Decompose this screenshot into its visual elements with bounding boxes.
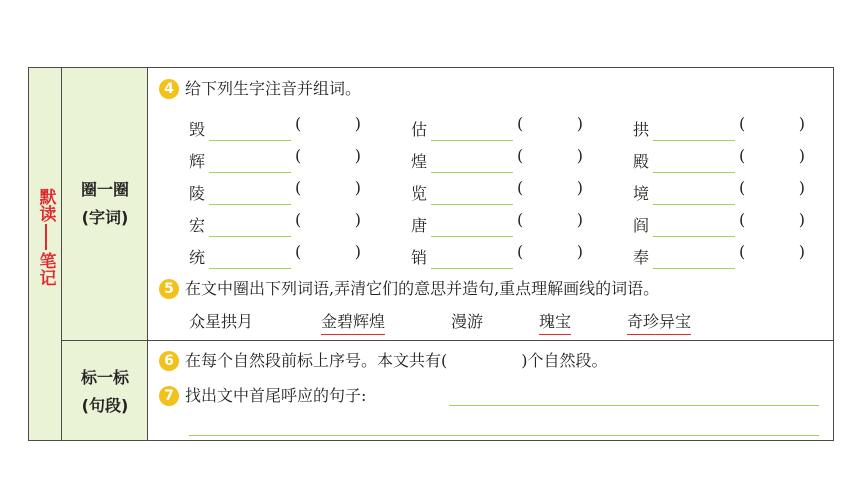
pinyin-blank[interactable]	[295, 241, 361, 263]
paren-open: (	[295, 146, 302, 165]
grid-cell	[411, 177, 583, 205]
grid-cell	[633, 241, 805, 269]
question-7-text: 找出文中首尾呼应的句子:	[185, 386, 367, 405]
grid-character: 宏	[189, 216, 206, 235]
vocab-word-underlined: 瑰宝	[539, 311, 571, 335]
grid-cell	[189, 241, 361, 269]
grid-cell	[411, 145, 583, 173]
grid-character: 览	[411, 184, 428, 203]
paren-open: (	[295, 114, 302, 133]
answer-line[interactable]	[449, 405, 819, 406]
grid-character: 唐	[411, 216, 428, 235]
side-label-top: 默读	[35, 188, 56, 222]
word-blank[interactable]	[653, 203, 735, 205]
paren-close: )	[354, 210, 362, 229]
pinyin-blank[interactable]	[739, 209, 805, 231]
grid-character: 煌	[411, 152, 428, 171]
side-label-bottom: 笔记	[35, 252, 56, 286]
paren-open: (	[295, 242, 302, 261]
grid-character: 毁	[189, 120, 206, 139]
paren-open: (	[739, 114, 746, 133]
pinyin-blank[interactable]	[295, 177, 361, 199]
side-label	[29, 188, 62, 286]
vocab-word: 漫游	[451, 312, 484, 331]
question-6-text-b: )个自然段。	[521, 351, 608, 370]
section-label-sentences-line2: (句段)	[81, 396, 129, 415]
paren-close: )	[798, 146, 806, 165]
paren-open: (	[295, 210, 302, 229]
question-5	[159, 279, 659, 299]
paren-close: )	[354, 178, 362, 197]
grid-character: 估	[411, 120, 428, 139]
paren-close: )	[576, 210, 584, 229]
pinyin-blank[interactable]	[295, 113, 361, 135]
paren-close: )	[576, 114, 584, 133]
pinyin-blank[interactable]	[739, 177, 805, 199]
paren-close: )	[354, 114, 362, 133]
section-label-words-line1: 圈一圈	[80, 180, 129, 199]
answer-line[interactable]	[189, 435, 819, 436]
pinyin-blank[interactable]	[517, 241, 583, 263]
grid-cell	[411, 241, 583, 269]
section-column	[62, 68, 148, 440]
grid-cell	[633, 113, 805, 141]
section-label-words-line2: (字词)	[81, 208, 129, 227]
grid-character: 陵	[189, 184, 206, 203]
grid-character: 拱	[633, 120, 650, 139]
question-number-badge: 7	[159, 386, 179, 406]
paren-close: )	[354, 146, 362, 165]
grid-character: 辉	[189, 152, 206, 171]
grid-character: 奉	[633, 248, 650, 267]
word-blank[interactable]	[653, 139, 735, 141]
grid-cell	[633, 209, 805, 237]
word-blank[interactable]	[209, 203, 291, 205]
worksheet-table	[28, 67, 834, 441]
word-blank[interactable]	[431, 203, 513, 205]
word-blank[interactable]	[431, 267, 513, 269]
word-blank[interactable]	[431, 171, 513, 173]
side-column	[29, 68, 62, 440]
word-blank[interactable]	[431, 235, 513, 237]
pinyin-blank[interactable]	[739, 145, 805, 167]
grid-cell	[411, 209, 583, 237]
grid-cell	[411, 113, 583, 141]
pinyin-blank[interactable]	[517, 145, 583, 167]
word-blank[interactable]	[209, 267, 291, 269]
word-blank[interactable]	[653, 235, 735, 237]
question-5-text: 在文中圈出下列词语,弄清它们的意思并造句,重点理解画线的词语。	[185, 279, 660, 298]
vocab-word-underlined: 奇珍异宝	[627, 311, 691, 335]
word-blank[interactable]	[209, 235, 291, 237]
word-blank[interactable]	[209, 171, 291, 173]
question-7	[159, 386, 366, 406]
pinyin-blank[interactable]	[295, 209, 361, 231]
paren-open: (	[739, 178, 746, 197]
grid-character: 阎	[633, 216, 650, 235]
question-number-badge: 5	[159, 279, 179, 299]
word-blank[interactable]	[653, 171, 735, 173]
section-label-sentences-line1: 标一标	[80, 368, 129, 387]
grid-cell	[189, 209, 361, 237]
row-divider	[62, 340, 833, 341]
question-number-badge: 4	[159, 79, 179, 99]
paren-open: (	[739, 210, 746, 229]
paren-close: )	[798, 242, 806, 261]
grid-character: 境	[633, 184, 650, 203]
paren-close: )	[576, 146, 584, 165]
pinyin-blank[interactable]	[739, 241, 805, 263]
grid-cell	[189, 145, 361, 173]
vocab-word-underlined: 金碧辉煌	[321, 311, 385, 335]
paren-open: (	[517, 146, 524, 165]
paren-close: )	[354, 242, 362, 261]
paren-open: (	[517, 178, 524, 197]
paren-close: )	[798, 178, 806, 197]
section-label-sentences	[62, 364, 148, 420]
paren-open: (	[517, 242, 524, 261]
pinyin-blank[interactable]	[517, 209, 583, 231]
question-4	[159, 79, 361, 99]
paren-open: (	[295, 178, 302, 197]
grid-cell	[633, 177, 805, 205]
paren-open: (	[517, 210, 524, 229]
pinyin-blank[interactable]	[517, 113, 583, 135]
pinyin-blank[interactable]	[517, 177, 583, 199]
paren-close: )	[576, 242, 584, 261]
paren-close: )	[798, 114, 806, 133]
grid-character: 销	[411, 248, 428, 267]
question-6-text-a: 在每个自然段前标上序号。本文共有(	[185, 351, 448, 370]
paren-close: )	[576, 178, 584, 197]
grid-cell	[189, 113, 361, 141]
question-4-text: 给下列生字注音并组词。	[185, 79, 362, 98]
pinyin-blank[interactable]	[295, 145, 361, 167]
grid-character: 殿	[633, 152, 650, 171]
paren-close: )	[798, 210, 806, 229]
pinyin-blank[interactable]	[739, 113, 805, 135]
word-blank[interactable]	[209, 139, 291, 141]
paren-open: (	[739, 146, 746, 165]
paren-open: (	[739, 242, 746, 261]
vocab-word: 众星拱月	[189, 312, 254, 331]
word-blank[interactable]	[431, 139, 513, 141]
grid-cell	[189, 177, 361, 205]
section-label-words	[62, 176, 148, 232]
side-label-divider	[45, 224, 47, 250]
grid-character: 统	[189, 248, 206, 267]
question-6	[159, 351, 608, 371]
word-blank[interactable]	[653, 267, 735, 269]
grid-cell	[633, 145, 805, 173]
question-number-badge: 6	[159, 351, 179, 371]
paren-open: (	[517, 114, 524, 133]
